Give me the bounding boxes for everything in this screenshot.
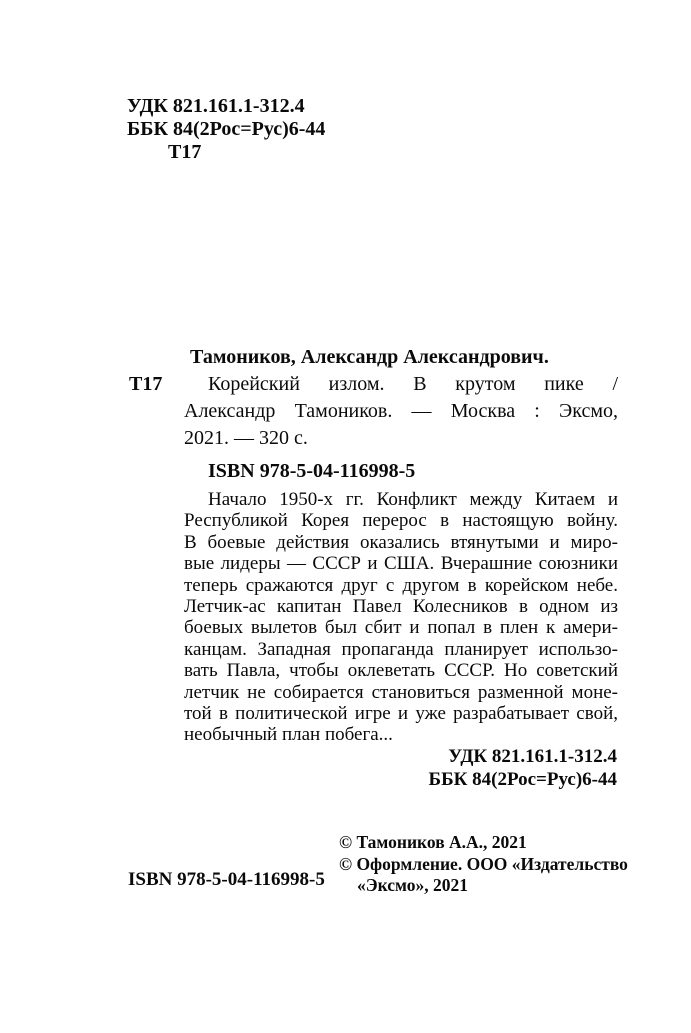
annotation-line: Республикой Корея перерос в настоящую войну.: [184, 510, 618, 532]
annotation-line: Летчик-ас капитан Павел Колесников в одном из: [184, 596, 618, 618]
annotation-line: В боевые действия оказались втянутыми и миро-: [184, 531, 618, 553]
top-classification-codes: [127, 95, 325, 164]
annotation-line: летчик не собирается становиться разменной моне-: [184, 681, 618, 703]
author-sign-hanging: Т17: [129, 373, 163, 395]
annotation-line: вые лидеры — СССР и США. Вчерашние союзники: [184, 553, 618, 575]
copyright-line: © Тамоников А.А., 2021: [339, 832, 527, 852]
annotation-line: теперь сражаются друг с другом в корейском небе.: [184, 574, 618, 596]
record-line: Корейский излом. В крутом пике /: [208, 373, 618, 395]
udk-code: УДК 821.161.1-312.4: [127, 95, 305, 117]
udk-code-bottom: УДК 821.161.1-312.4: [448, 746, 617, 767]
copyright-block: [339, 832, 628, 897]
annotation-line: необычный план побега...: [184, 724, 393, 746]
annotation-line: канцам. Западная пропаганда планирует использо-: [184, 638, 618, 660]
bbk-code-bottom: ББК 84(2Рос=Рус)6-44: [428, 769, 617, 790]
annotation-line: вать Павла, чтобы оклеветать СССР. Но советский: [184, 660, 618, 682]
author-sign: Т17: [168, 141, 202, 163]
copyright-line: © Оформление. ООО «Издательство: [339, 853, 628, 874]
bottom-classification-codes: [429, 745, 617, 791]
record-line: Александр Тамоников. — Москва : Эксмо,: [184, 400, 618, 422]
annotation-line: той в политической игре и уже разрабатывает свой,: [184, 703, 618, 725]
copyright-line: «Эксмо», 2021: [357, 875, 468, 895]
annotation-line: боевых вылетов был сбит и попал в плен к амери-: [184, 617, 618, 639]
annotation-line: Начало 1950-х гг. Конфликт между Китаем и: [208, 489, 618, 510]
bbk-code: ББК 84(2Рос=Рус)6-44: [127, 118, 326, 140]
record-line: 2021. — 320 с.: [184, 427, 308, 449]
isbn-top: ISBN 978-5-04-116998-5: [208, 460, 416, 482]
bibliographic-record: [129, 344, 618, 485]
author-heading: Тамоников, Александр Александрович.: [190, 346, 549, 368]
isbn-footer: ISBN 978-5-04-116998-5: [128, 869, 325, 890]
annotation-paragraph: [184, 489, 618, 746]
